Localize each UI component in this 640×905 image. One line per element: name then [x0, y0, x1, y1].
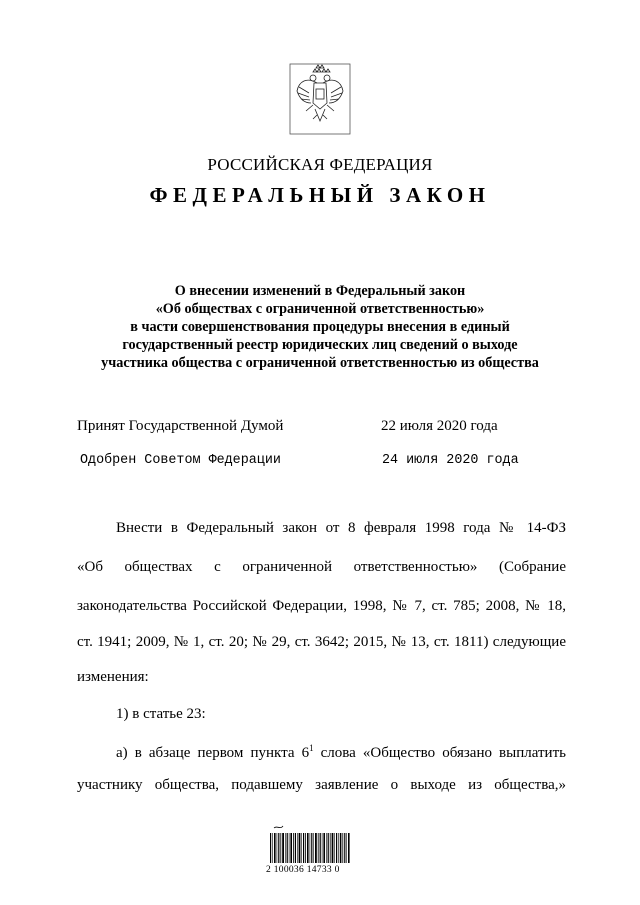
barcode-number: 2 100036 14733 0 [266, 865, 340, 875]
document-type: ФЕДЕРАЛЬНЫЙ ЗАКОН [149, 183, 491, 207]
duma-adoption-label: Принят Государственной Думой [77, 418, 284, 434]
superscript: 1 [309, 743, 314, 753]
list-item [116, 739, 566, 762]
title-line: участника общества с ограниченной ответственностью из общества [101, 355, 539, 371]
law-title [60, 282, 580, 372]
body-text-line: участнику общества, подавшему заявление о выходе из общества,» [77, 777, 566, 793]
barcode-image [268, 824, 352, 864]
council-approval-date: 24 июля 2020 года [382, 453, 519, 468]
coat-of-arms-emblem [289, 63, 351, 135]
country-name: РОССИЙСКАЯ ФЕДЕРАЦИЯ [207, 155, 433, 174]
list-item-text: слова «Общество обязано выплатить [313, 745, 566, 761]
duma-adoption-date: 22 июля 2020 года [381, 418, 498, 434]
list-item-text: а) в абзаце первом пункта 6 [116, 745, 310, 761]
title-line: О внесении изменений в Федеральный закон [174, 283, 466, 299]
body-text-line: ст. 1941; 2009, № 1, ст. 20; № 29, ст. 3642; 2015, № 13, ст. 1811) следующие [77, 634, 566, 650]
council-approval-label: Одобрен Советом Федерации [80, 453, 281, 468]
title-line: государственный реестр юридических лиц сведений о выходе [122, 337, 518, 353]
title-line: «Об обществах с ограниченной ответственностью» [155, 301, 485, 317]
body-text-line: Внести в Федеральный закон от 8 февраля 1998 года № 14-ФЗ [116, 520, 566, 536]
body-text-line: законодательства Российской Федерации, 1998, № 7, ст. 785; 2008, № 18, [77, 598, 566, 614]
list-item: 1) в статье 23: [116, 706, 206, 722]
title-line: в части совершенствования процедуры внесения в единый [130, 319, 510, 335]
body-text-line: изменения: [77, 669, 149, 685]
body-text-line: «Об обществах с ограниченной ответственностью» (Собрание [77, 559, 566, 575]
